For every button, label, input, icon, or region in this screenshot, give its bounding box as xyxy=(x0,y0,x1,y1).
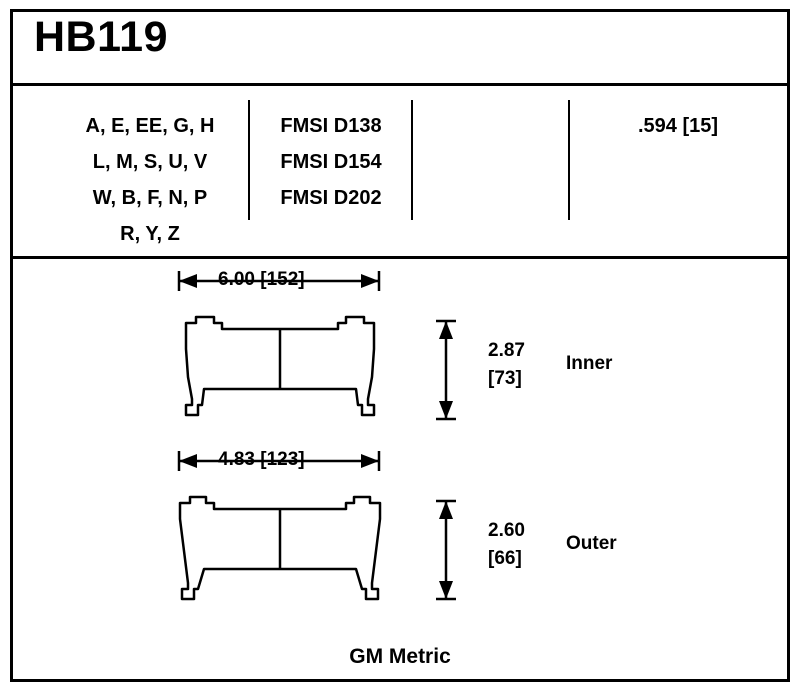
brake-pad-drawing xyxy=(0,259,800,679)
inner-width-arrow-right xyxy=(361,274,379,288)
drawing-caption: GM Metric xyxy=(349,645,451,668)
part-number: HB119 xyxy=(34,13,168,61)
fmsi-number-row: FMSI D202 xyxy=(280,187,382,209)
compound-code-column xyxy=(60,108,240,252)
outer-width-arrow-left xyxy=(179,454,197,468)
compound-code-row: L, M, S, U, V xyxy=(92,151,208,173)
inner-height-arrow-top xyxy=(439,321,453,339)
fmsi-number-row: FMSI D154 xyxy=(280,151,382,173)
outer-side-label: Outer xyxy=(566,533,617,554)
frame-bottom-border xyxy=(10,679,790,682)
drawing-svg xyxy=(0,259,800,679)
inner-width-arrow-left xyxy=(179,274,197,288)
compound-code-row: R, Y, Z xyxy=(120,223,180,245)
inner-width-label: 6.00 [152] xyxy=(218,269,305,290)
inner-height-label xyxy=(488,337,525,393)
outer-pad-shape xyxy=(180,497,380,599)
fmsi-number-column xyxy=(258,108,404,216)
frame-top-border xyxy=(10,9,790,12)
outer-height-arrow-top xyxy=(439,501,453,519)
table-vertical-rule-1 xyxy=(248,100,250,220)
outer-height-mm: [66] xyxy=(488,548,522,569)
inner-height-mm: [73] xyxy=(488,368,522,389)
thickness-value: .594 [15] xyxy=(637,115,719,137)
outer-width-arrow-right xyxy=(361,454,379,468)
inner-pad-shape xyxy=(186,317,374,415)
compound-code-row: W, B, F, N, P xyxy=(92,187,208,209)
outer-height-label xyxy=(488,517,525,573)
table-vertical-rule-2 xyxy=(411,100,413,220)
table-vertical-rule-3 xyxy=(568,100,570,220)
outer-height-arrow-bottom xyxy=(439,581,453,599)
inner-height-inches: 2.87 xyxy=(488,340,525,361)
outer-height-inches: 2.60 xyxy=(488,520,525,541)
compound-code-row: A, E, EE, G, H xyxy=(85,115,215,137)
divider-under-part-number xyxy=(10,83,790,86)
inner-side-label: Inner xyxy=(566,353,613,374)
outer-width-label: 4.83 [123] xyxy=(218,449,305,470)
fmsi-number-row: FMSI D138 xyxy=(280,115,382,137)
thickness-column xyxy=(578,108,778,144)
inner-height-arrow-bottom xyxy=(439,401,453,419)
